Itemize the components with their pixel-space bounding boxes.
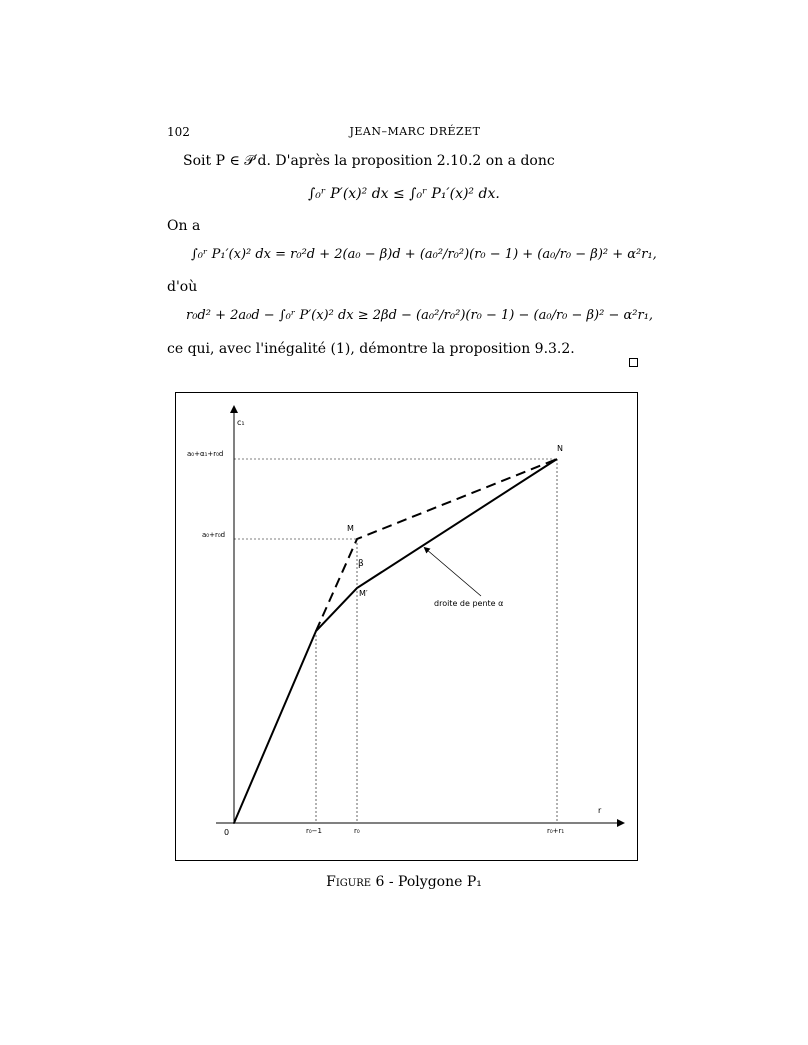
point-M-label: M: [347, 524, 354, 533]
caption-prefix: Figure 6: [326, 874, 385, 890]
annotation-arrow: [426, 549, 481, 596]
x-tick-r0-r1-label: r₀+r₁: [547, 827, 565, 835]
origin-label: 0: [224, 828, 230, 837]
figure-frame: [175, 392, 638, 861]
paragraph-2: On a: [167, 218, 201, 234]
polygon-solid: [234, 459, 557, 823]
equation-2: ∫₀ʳ P₁′(x)² dx = r₀²d + 2(a₀ − β)d + (a₀²/r₀²)(r₀ − 1) + (a₀/r₀ − β)² + α²r₁,: [191, 247, 657, 262]
x-tick-r0-1-label: r₀−1: [306, 827, 323, 835]
x-tick-r0-label: r₀: [354, 827, 360, 835]
figure-caption: [200, 874, 608, 890]
y-tick-top-label: a₀+α₁+r₀d: [187, 450, 224, 458]
paragraph-1: Soit P ∈ 𝒫′d. D'après la proposition 2.10.2 on a donc: [183, 153, 555, 169]
running-head: JEAN–MARC DRÉZET: [349, 125, 481, 138]
qed-square: [629, 358, 638, 367]
beta-label: β: [358, 559, 364, 569]
equation-1: ∫₀ʳ P′(x)² dx ≤ ∫₀ʳ P₁′(x)² dx.: [308, 186, 500, 202]
point-Mprime-label: M′: [359, 589, 368, 598]
polygon-diagram: [176, 393, 639, 862]
caption-text: - Polygone P₁: [384, 874, 482, 890]
page-number: 102: [167, 125, 190, 139]
y-tick-mid-label: a₀+r₀d: [202, 531, 226, 539]
annotation-label: droite de pente α: [434, 599, 504, 608]
y-axis-label: c₁: [237, 418, 245, 427]
point-N-label: N: [557, 444, 563, 453]
equation-3: r₀d² + 2a₀d − ∫₀ʳ P′(x)² dx ≥ 2βd − (a₀²/r₀²)(r₀ − 1) − (a₀/r₀ − β)² − α²r₁,: [186, 308, 654, 323]
x-axis-label: r: [598, 806, 602, 815]
paragraph-4: ce qui, avec l'inégalité (1), démontre la proposition 9.3.2.: [167, 341, 575, 357]
paragraph-3: d'où: [167, 279, 198, 295]
